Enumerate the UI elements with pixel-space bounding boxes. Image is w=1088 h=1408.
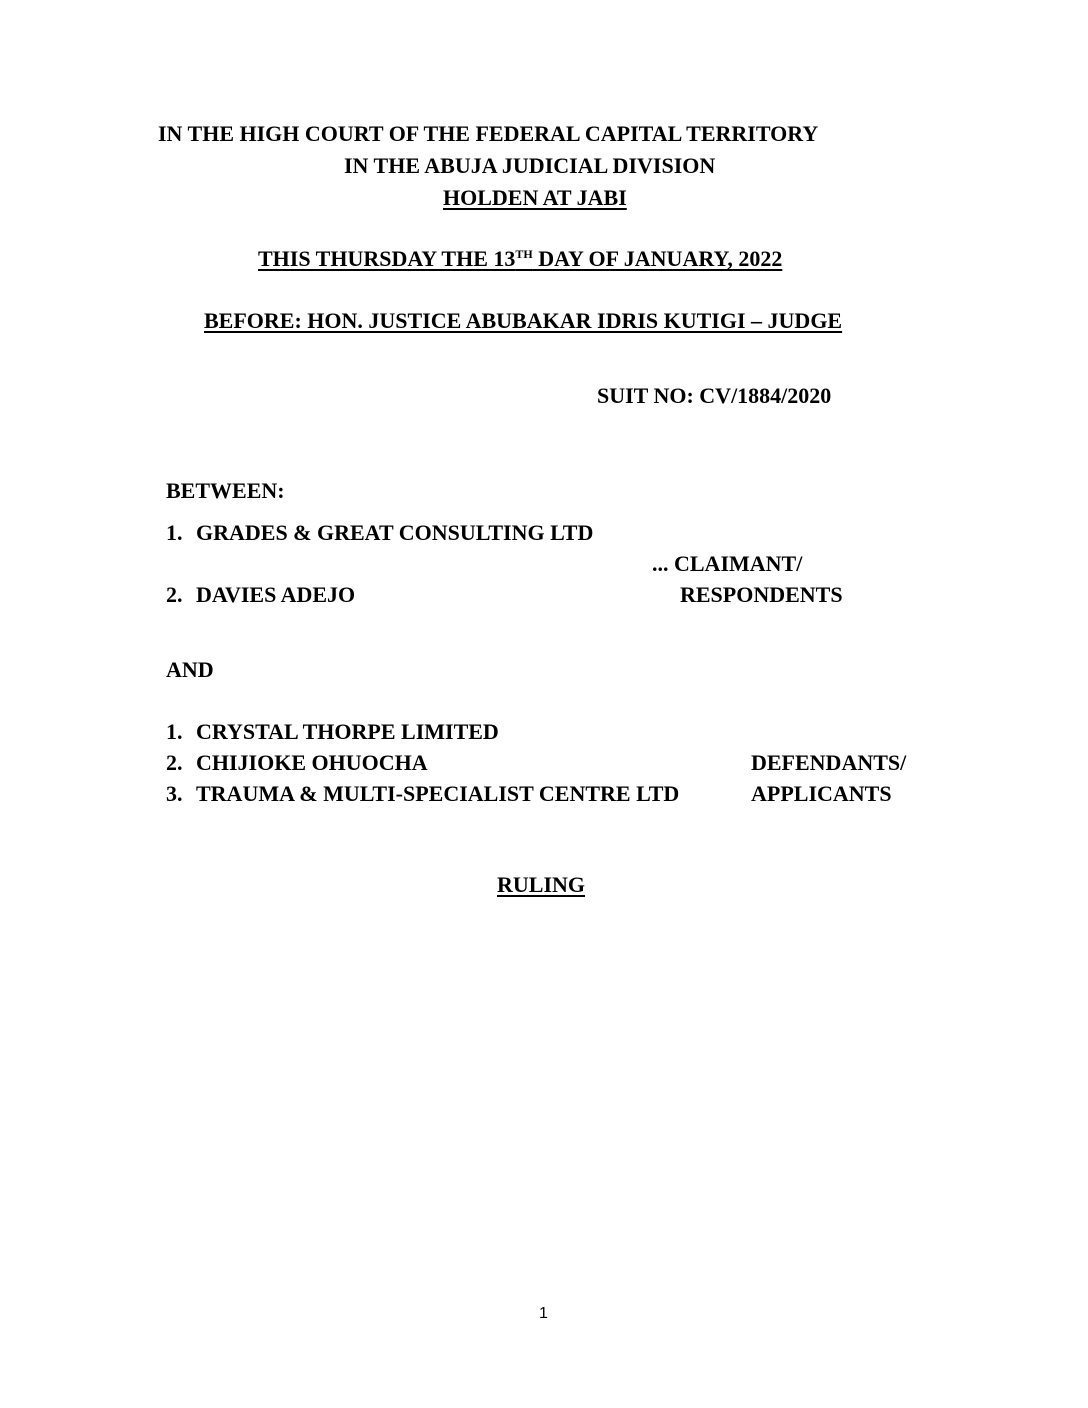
date-ordinal: TH [515, 247, 533, 261]
claimant-2 [166, 582, 355, 608]
between-label: BETWEEN: [166, 478, 285, 503]
holden-at: HOLDEN AT JABI [443, 185, 627, 210]
claimant-1 [166, 520, 593, 546]
list-number: 2. [166, 750, 183, 775]
defendant-2 [166, 750, 428, 776]
document-title: RULING [497, 872, 586, 897]
party-name: DAVIES ADEJO [196, 582, 356, 607]
defendant-role-2: APPLICANTS [751, 781, 892, 806]
party-name: CHIJIOKE OHUOCHA [196, 750, 428, 775]
suit-number: SUIT NO: CV/1884/2020 [597, 383, 832, 408]
defendant-role-1: DEFENDANTS/ [751, 750, 907, 775]
defendant-3 [166, 781, 679, 807]
party-name: CRYSTAL THORPE LIMITED [196, 719, 499, 744]
page-number: 1 [539, 1305, 548, 1322]
and-label: AND [166, 657, 214, 682]
list-number: 1. [166, 520, 183, 545]
claimant-role-2: RESPONDENTS [680, 582, 843, 607]
claimant-role-1: ... CLAIMANT/ [652, 551, 803, 576]
date-prefix: THIS THURSDAY THE 13 [258, 246, 516, 271]
hearing-date [258, 246, 782, 272]
party-name: TRAUMA & MULTI-SPECIALIST CENTRE LTD [196, 781, 680, 806]
defendant-1 [166, 719, 499, 745]
list-number: 3. [166, 781, 183, 806]
list-number: 2. [166, 582, 183, 607]
before-judge: BEFORE: HON. JUSTICE ABUBAKAR IDRIS KUTIGI – JUDGE [204, 308, 843, 333]
division-name: IN THE ABUJA JUDICIAL DIVISION [344, 153, 716, 178]
court-name: IN THE HIGH COURT OF THE FEDERAL CAPITAL TERRITORY [158, 121, 819, 146]
party-name: GRADES & GREAT CONSULTING LTD [196, 520, 594, 545]
list-number: 1. [166, 719, 183, 744]
date-suffix: DAY OF JANUARY, 2022 [532, 246, 783, 271]
